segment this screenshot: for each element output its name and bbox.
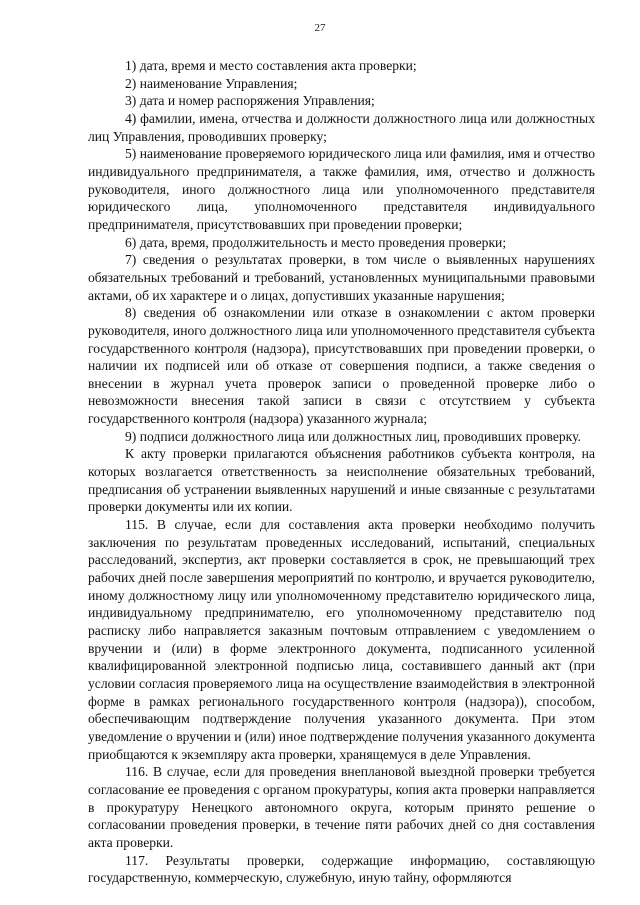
paragraph-item-5: 5) наименование проверяемого юридического лица или фамилия, имя и отчество индивидуального предпринимателя, а также фамилия, имя, отчество и должность руководителя, иного должностного лица или уполномоченного представителя юридического лица, уполномоченного представителя индивидуального предпринимателя, присутствовавших при проведении проверки; (88, 146, 595, 232)
paragraph-item-7: 7) сведения о результатах проверки, в том числе о выявленных нарушениях обязательных требований и требований, установленных муниципальными правовыми актами, об их характере и о лицах, допустивших указанные нарушения; (88, 252, 595, 303)
paragraph-115: 115. В случае, если для составления акта проверки необходимо получить заключения по результатам проведенных исследований, испытаний, специальных расследований, экспертиз, акт проверки составляется в срок, не превышающий трех рабочих дней после завершения мероприятий по контролю, и вручается руководителю, иному должностному лицу или уполномоченному представителю юридического лица, индивидуальному предпринимателю, его уполномоченному представителю под расписку либо направляется заказным почтовым отправлением с уведомлением о вручении и (или) в форме электронного документа, подписанного усиленной квалифицированной электронной подписью лица, составившего данный акт (при условии согласия проверяемого лица на осуществление взаимодействия в электронной форме в рамках регионального государственного контроля (надзора)), способом, обеспечивающим подтверждение получения указанного документа. При этом уведомление о вручении и (или) иное подтверждение получения указанного документа приобщаются к экземпляру акта проверки, хранящемуся в деле Управления. (88, 517, 595, 762)
paragraph-item-8: 8) сведения об ознакомлении или отказе в ознакомлении с актом проверки руководителя, иного должностного лица или уполномоченного представителя субъекта государственного контроля (надзора), присутствовавших при проведении проверки, о наличии их подписей или об отказе от совершения подписи, а также сведения о внесении в журнал учета проверок записи о проведенной проверке либо о невозможности внесения такой записи в связи с отсутствием у субъекта государственного контроля (надзора) указанного журнала; (88, 305, 595, 427)
paragraph-item-2: 2) наименование Управления; (125, 75, 298, 91)
paragraph-117: 117. Результаты проверки, содержащие информацию, составляющую государственную, коммерческую, служебную, иную тайну, оформляются (88, 852, 595, 886)
paragraph-item-6: 6) дата, время, продолжительность и место проведения проверки; (125, 234, 507, 250)
paragraph-item-1: 1) дата, время и место составления акта проверки; (125, 58, 417, 73)
page-number: 27 (314, 22, 326, 34)
paragraph-attachments: К акту проверки прилагаются объяснения работников субъекта контроля, на которых возлагается ответственность за неисполнение обязательных требований, предписания об устранении выявленных нарушений и иные связанные с результатами проверки документы или их копии. (88, 446, 595, 515)
paragraph-item-9: 9) подписи должностного лица или должностных лиц, проводивших проверку. (125, 428, 581, 444)
paragraph-item-4: 4) фамилии, имена, отчества и должности должностного лица или должностных лиц Управления, проводивших проверку; (88, 110, 595, 144)
paragraph-116: 116. В случае, если для проведения внеплановой выездной проверки требуется согласование ее проведения с органом прокуратуры, копия акта проверки направляется в прокуратуру Ненецкого автономного округа, которым принято решение о согласовании проведения проверки, в течение пяти рабочих дней со дня составления акта проверки. (88, 764, 595, 850)
paragraph-item-3: 3) дата и номер распоряжения Управления; (125, 93, 375, 109)
document-body (88, 57, 595, 887)
